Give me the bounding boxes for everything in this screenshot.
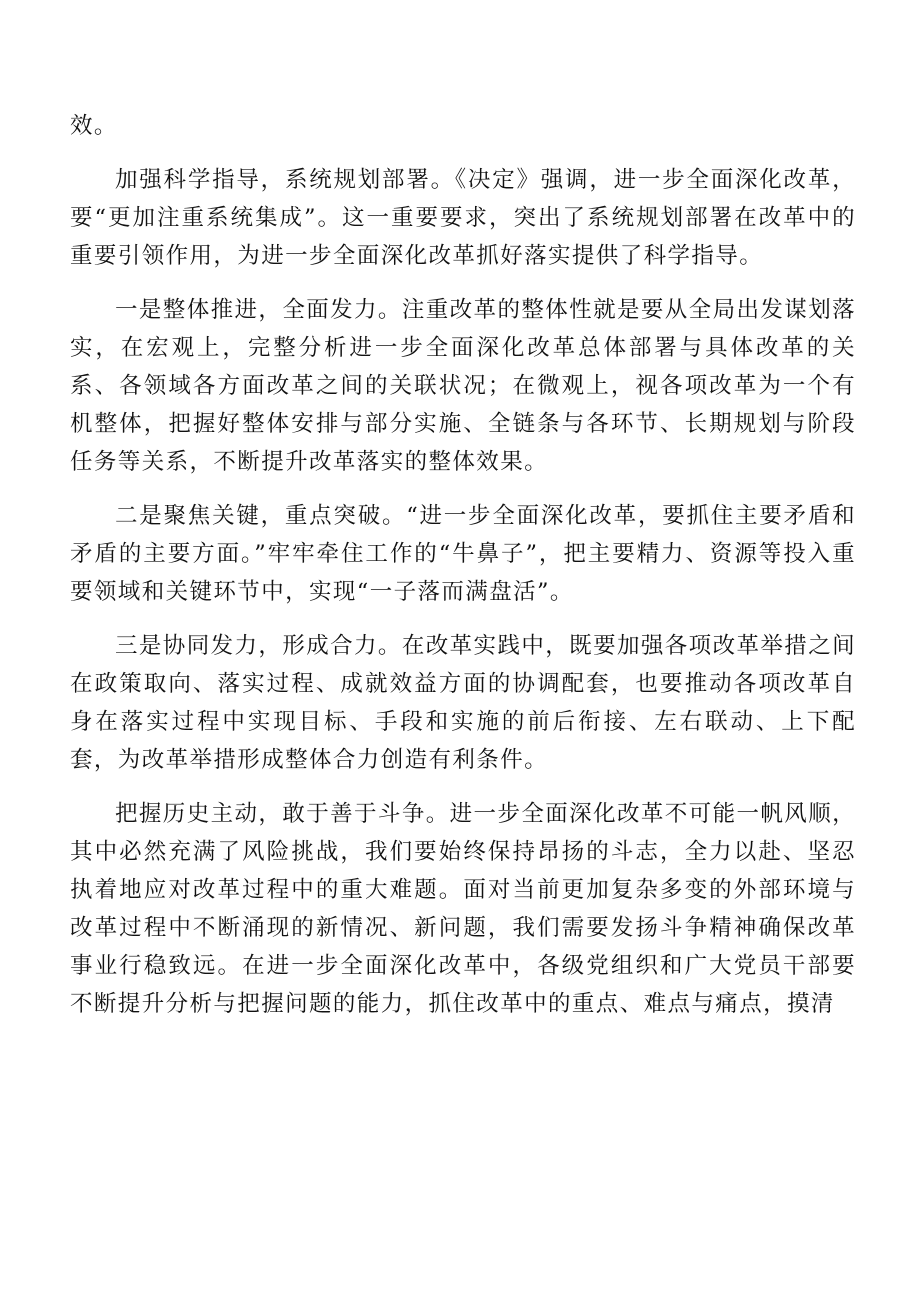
document-body [70, 107, 856, 1039]
paragraph-2: 加强科学指导，系统规划部署。《决定》强调，进一步全面深化改革，要“更加注重系统集成”。这一重要要求，突出了系统规划部署在改革中的重要引领作用，为进一步全面深化改革抓好落实提供了科学指导。 [70, 167, 856, 269]
paragraph-1: 效。 [70, 113, 118, 139]
paragraph-5: 三是协同发力，形成合力。在改革实践中，既要加强各项改革举措之间在政策取向、落实过程、成就效益方面的协调配套，也要推动各项改革自身在落实过程中实现目标、手段和实施的前后衔接、左右联动、上下配套，为改革举措形成整体合力创造有利条件。 [70, 633, 856, 773]
paragraph-4: 二是聚焦关键，重点突破。“进一步全面深化改革，要抓住主要矛盾和矛盾的主要方面。”牢牢牵住工作的“牛鼻子”，把主要精力、资源等投入重要领域和关键环节中，实现“一子落而满盘活”。 [70, 503, 856, 605]
paragraph-6: 把握历史主动，敢于善于斗争。进一步全面深化改革不可能一帆风顺，其中必然充满了风险挑战，我们要始终保持昂扬的斗志，全力以赴、坚忍执着地应对改革过程中的重大难题。面对当前更加复杂多变的外部环境与改革过程中不断涌现的新情况、新问题，我们需要发扬斗争精神确保改革事业行稳致远。在进一步全面深化改革中，各级党组织和广大党员干部要不断提升分析与把握问题的能力，抓住改革中的重点、难点与痛点，摸清 [70, 801, 856, 1017]
paragraph-3: 一是整体推进，全面发力。注重改革的整体性就是要从全局出发谋划落实，在宏观上，完整分析进一步全面深化改革总体部署与具体改革的关系、各领域各方面改革之间的关联状况；在微观上，视各项改革为一个有机整体，把握好整体安排与部分实施、全链条与各环节、长期规划与阶段任务等关系，不断提升改革落实的整体效果。 [70, 297, 856, 475]
